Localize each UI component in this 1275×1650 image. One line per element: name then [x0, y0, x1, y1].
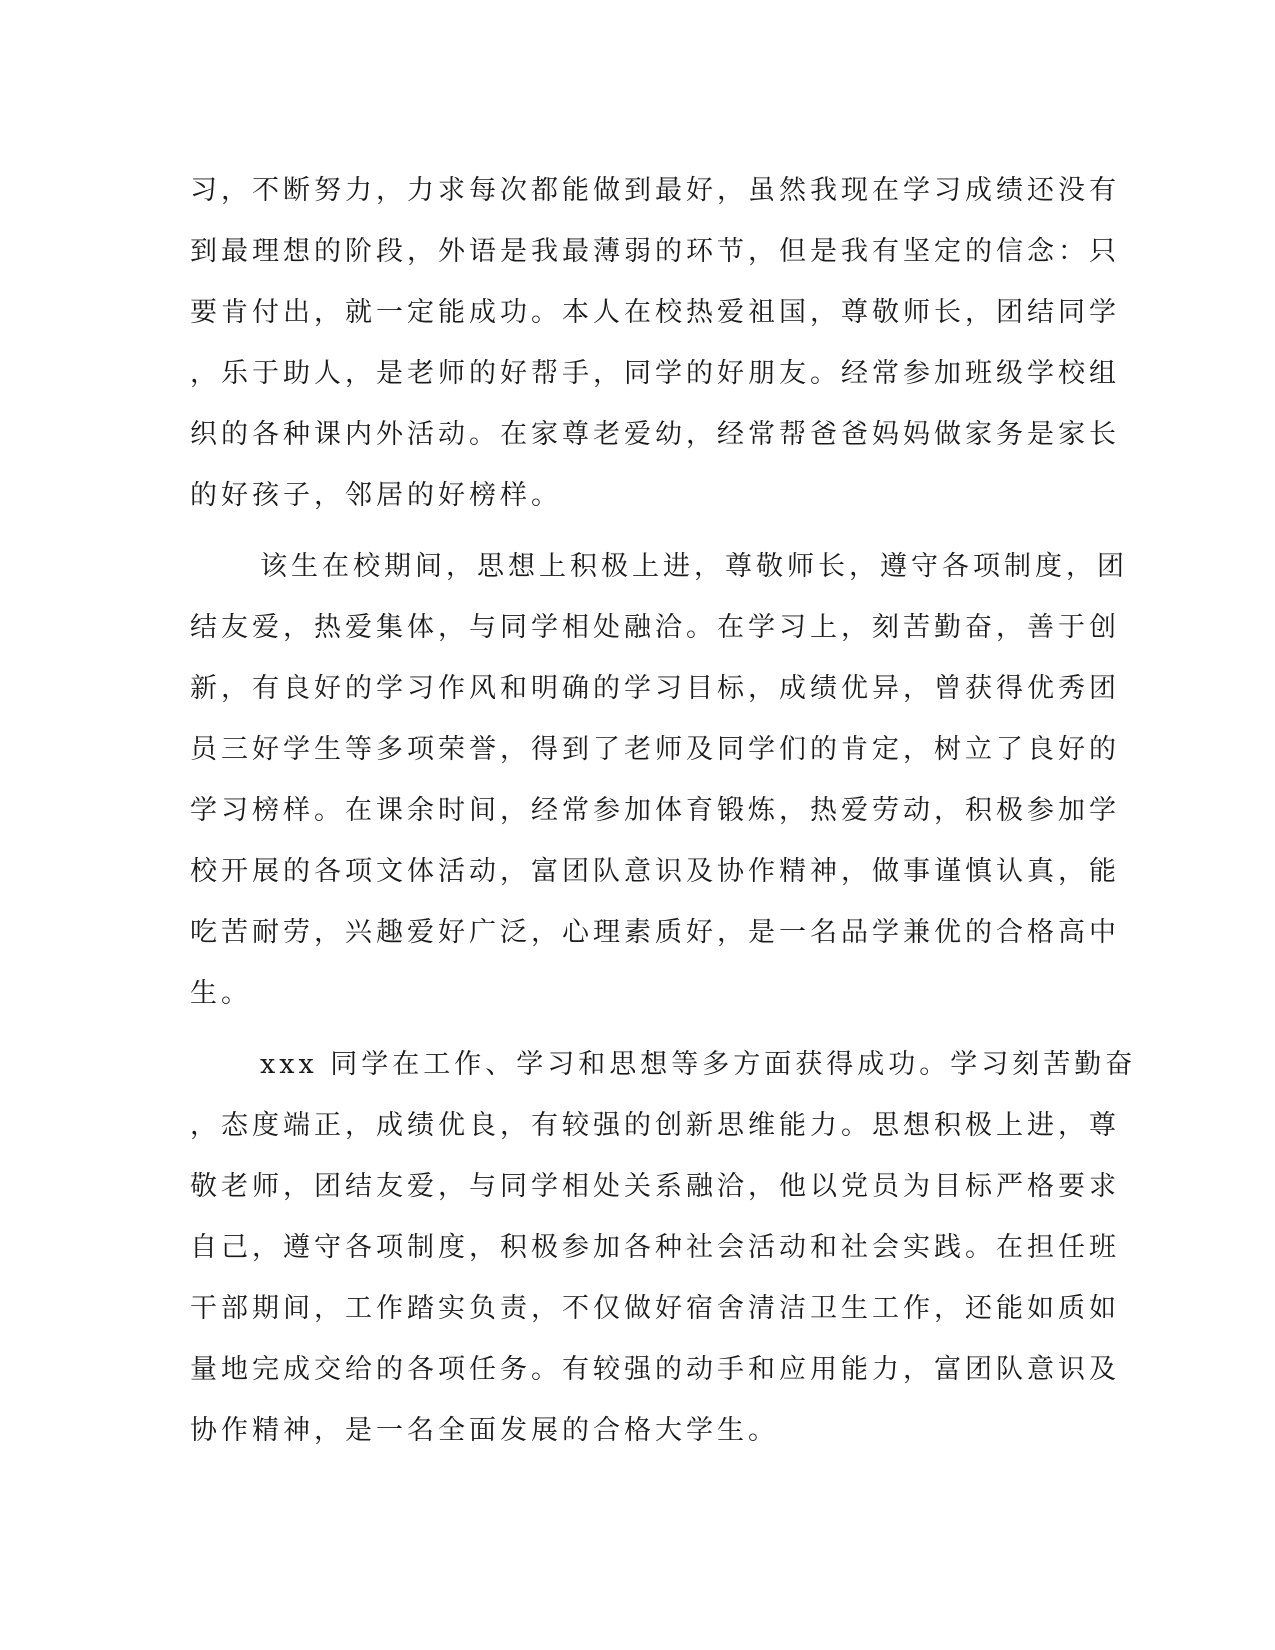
text-line: xxx 同学在工作、学习和思想等多方面获得成功。学习刻苦勤奋 [260, 1049, 1137, 1080]
text-line: 学习榜样。在课余时间，经常参加体育锻炼，热爱劳动，积极参加学 [190, 795, 1120, 826]
text-line: 量地完成交给的各项任务。有较强的动手和应用能力，富团队意识及 [190, 1354, 1120, 1385]
text-line: ，乐于助人，是老师的好帮手，同学的好朋友。经常参加班级学校组 [190, 358, 1120, 389]
text-line: 要肯付出，就一定能成功。本人在校热爱祖国，尊敬师长，团结同学 [190, 297, 1120, 328]
text-line: 新，有良好的学习作风和明确的学习目标，成绩优异，曾获得优秀团 [190, 673, 1120, 704]
text-line: ，态度端正，成绩优良，有较强的创新思维能力。思想积极上进，尊 [190, 1110, 1120, 1141]
text-line: 习，不断努力，力求每次都能做到最好，虽然我现在学习成绩还没有 [190, 175, 1120, 206]
document-body [190, 160, 1137, 1461]
paragraph-gap [190, 1024, 1090, 1034]
text-line: 干部期间，工作踏实负责，不仅做好宿舍清洁卫生工作，还能如质如 [190, 1293, 1120, 1324]
text-line: 结友爱，热爱集体，与同学相处融洽。在学习上，刻苦勤奋，善于创 [190, 612, 1120, 643]
text-line: 生。 [190, 978, 252, 1009]
text-line: 织的各种课内外活动。在家尊老爱幼，经常帮爸爸妈妈做家务是家长 [190, 419, 1120, 450]
text-line: 到最理想的阶段，外语是我最薄弱的环节，但是我有坚定的信念：只 [190, 236, 1120, 267]
paragraph-3 [190, 1034, 1137, 1461]
text-line: 员三好学生等多项荣誉，得到了老师及同学们的肯定，树立了良好的 [190, 734, 1120, 765]
text-line: 敬老师，团结友爱，与同学相处关系融洽，他以党员为目标严格要求 [190, 1171, 1120, 1202]
paragraph-2 [190, 536, 1128, 1024]
text-line: 该生在校期间，思想上积极上进，尊敬师长，遵守各项制度，团 [260, 551, 1128, 582]
text-line: 自己，遵守各项制度，积极参加各种社会活动和社会实践。在担任班 [190, 1232, 1120, 1263]
paragraph-gap [190, 526, 1090, 536]
text-line: 校开展的各项文体活动，富团队意识及协作精神，做事谨慎认真，能 [190, 856, 1120, 887]
text-line: 协作精神，是一名全面发展的合格大学生。 [190, 1415, 779, 1446]
text-line: 吃苦耐劳，兴趣爱好广泛，心理素质好，是一名品学兼优的合格高中 [190, 917, 1120, 948]
text-line: 的好孩子，邻居的好榜样。 [190, 480, 562, 511]
paragraph-1 [190, 160, 1120, 526]
